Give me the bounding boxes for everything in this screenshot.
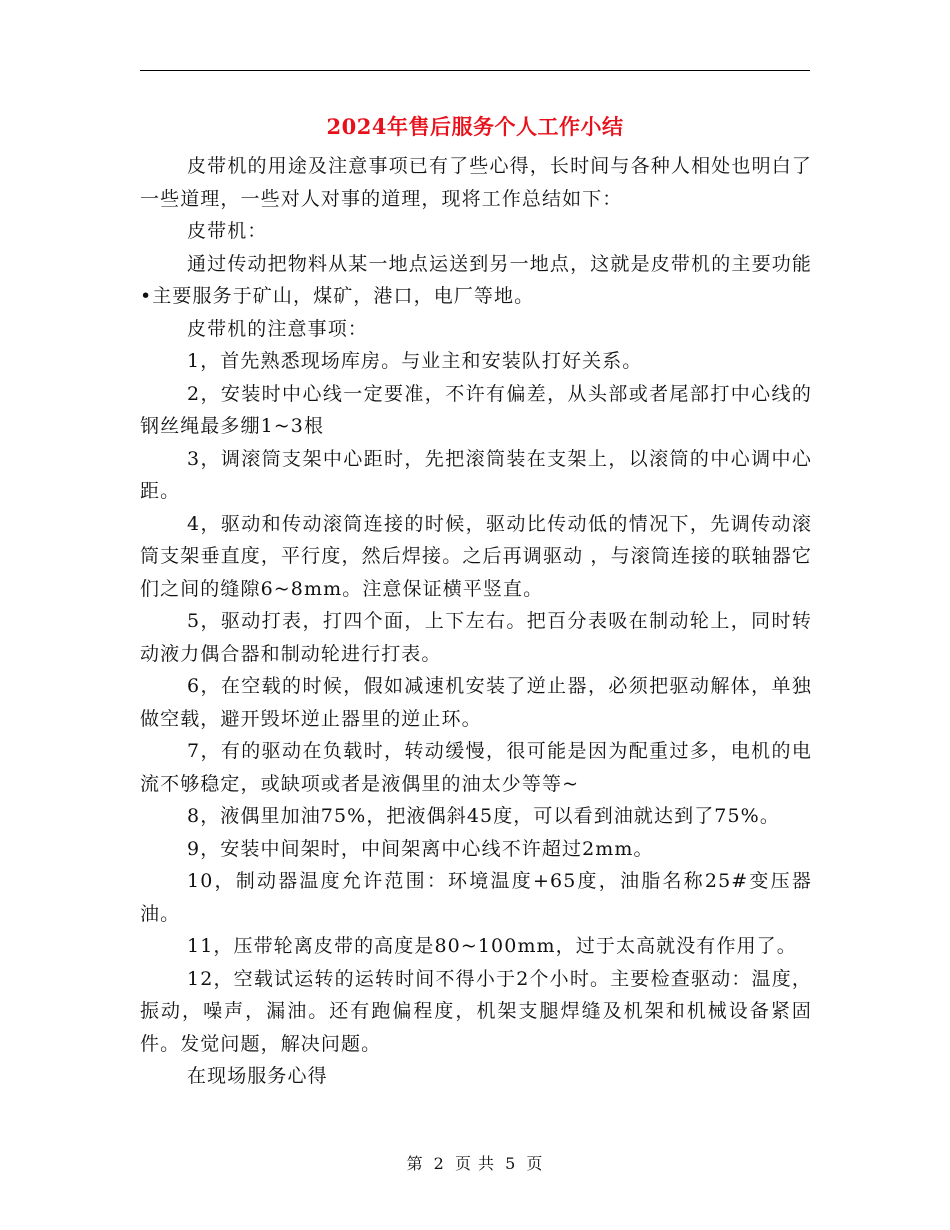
paragraph-function: 通过传动把物料从某一地点运送到另一地点，这就是皮带机的主要功能•主要服务于矿山，煤矿，港口，电厂等地。 [140, 252, 812, 307]
paragraph-item-11: 11，压带轮离皮带的高度是80~100mm，过于太高就没有作用了。 [187, 935, 797, 957]
header-rule [140, 70, 810, 71]
document-body [140, 150, 812, 1093]
paragraph-heading-precautions: 皮带机的注意事项： [187, 317, 368, 340]
paragraph-item-8: 8，液偶里加油75%，把液偶斜45度，可以看到油就达到了75%。 [187, 805, 780, 827]
paragraph-item-3: 3，调滚筒支架中心距时，先把滚筒装在支架上，以滚筒的中心调中心距。 [140, 447, 812, 502]
footer-total-pages: 5 [505, 1154, 517, 1173]
page-footer [140, 1153, 810, 1175]
paragraph-item-4: 4，驱动和传动滚筒连接的时候，驱动比传动低的情况下，先调传动滚筒支架垂直度，平行度，然后焊接。之后再调驱动 ，与滚筒连接的联轴器它们之间的缝隙6~8mm。注意保证横平竖直。 [140, 512, 812, 600]
paragraph-heading-belt-conveyor: 皮带机： [187, 220, 268, 242]
footer-current-page: 2 [433, 1154, 445, 1173]
paragraph-item-1: 1，首先熟悉现场库房。与业主和安装队打好关系。 [187, 350, 643, 372]
paragraph-item-5: 5，驱动打表，打四个面，上下左右。把百分表吸在制动轮上，同时转动液力偶合器和制动轮进行打表。 [140, 610, 812, 665]
paragraph-item-6: 6，在空载的时候，假如减速机安装了逆止器，必须把驱动解体，单独做空载，避开毁坏逆止器里的逆止环。 [140, 675, 812, 730]
paragraph-item-9: 9，安装中间架时，中间架离中心线不许超过2mm。 [187, 837, 654, 860]
paragraph-item-12: 12，空载试运转的运转时间不得小于2个小时。主要检查驱动：温度，振动，噪声，漏油。还有跑偏程度，机架支腿焊缝及机架和机械设备紧固件。发觉问题，解决问题。 [140, 967, 812, 1055]
footer-suffix: 页 [526, 1154, 544, 1173]
paragraph-item-2: 2，安装时中心线一定要准，不许有偏差，从头部或者尾部打中心线的钢丝绳最多绷1~3根 [140, 382, 812, 437]
paragraph-intro: 皮带机的用途及注意事项已有了些心得，长时间与各种人相处也明白了一些道理，一些对人对事的道理，现将工作总结如下： [140, 155, 812, 210]
footer-middle: 页 共 [454, 1154, 496, 1173]
document-title: 2024年售后服务个人工作小结 [326, 114, 624, 139]
paragraph-item-10: 10，制动器温度允许范围：环境温度+65度，油脂名称25#变压器油。 [140, 870, 812, 925]
footer-prefix: 第 [406, 1154, 424, 1173]
paragraph-heading-field-service: 在现场服务心得 [187, 1065, 328, 1087]
paragraph-item-7: 7，有的驱动在负载时，转动缓慢，很可能是因为配重过多，电机的电流不够稳定，或缺项或者是液偶里的油太少等等~ [140, 740, 812, 795]
